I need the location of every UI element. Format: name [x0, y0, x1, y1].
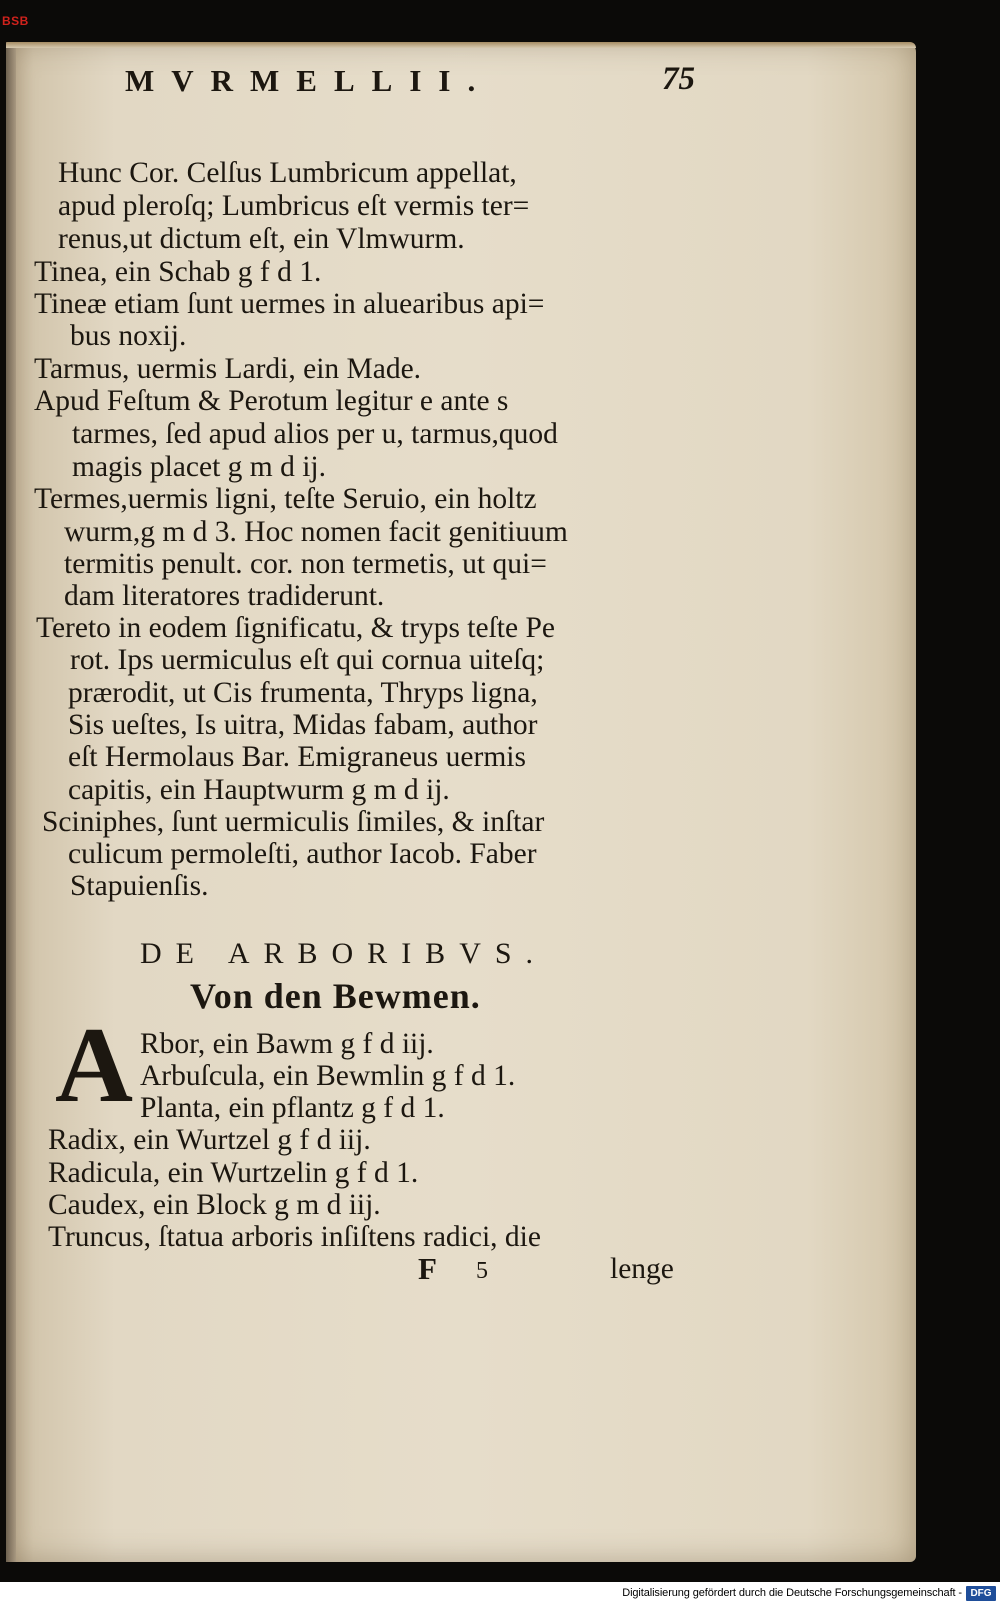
entry-line: Rbor, ein Bawm g f d iij.: [140, 1028, 434, 1060]
text-line: culicum permoleſti, author Iacob. Faber: [68, 838, 537, 870]
text-line: wurm,g m d 3. Hoc nomen facit genitiuum: [64, 516, 568, 548]
running-title: MVRMELLII.: [125, 63, 493, 98]
entry-line: Caudex, ein Block g m d iij.: [48, 1189, 381, 1221]
entry-line: Truncus, ſtatua arboris inſiſtens radici, die: [48, 1221, 541, 1253]
footer-bar: [0, 1582, 1000, 1606]
text-line: magis placet g m d ij.: [72, 451, 326, 483]
page-top-edge: [6, 42, 916, 48]
catchword: lenge: [610, 1253, 674, 1285]
entry-line: Radix, ein Wurtzel g f d iij.: [48, 1124, 371, 1156]
text-line: Apud Feſtum & Perotum legitur e ante s: [34, 385, 509, 417]
text-line: Tinea, ein Schab g f d 1.: [34, 256, 322, 288]
text-line: Sis ueſtes, Is uitra, Midas fabam, author: [68, 709, 538, 741]
page-number: 75: [662, 61, 695, 97]
text-line: Tarmus, uermis Lardi, ein Made.: [34, 353, 422, 385]
text-line: Tereto in eodem ſignificatu, & tryps teſte Pe: [36, 612, 555, 644]
text-line: Termes,uermis ligni, teſte Seruio, ein holtz: [34, 483, 537, 515]
dfg-logo[interactable]: DFG: [966, 1586, 996, 1601]
text-line: eſt Hermolaus Bar. Emigraneus uermis: [68, 741, 526, 773]
text-line: apud pleroſq; Lumbricus eſt vermis ter=: [58, 190, 530, 222]
text-line: renus,ut dictum eſt, ein Vlmwurm.: [58, 223, 465, 255]
running-head: [125, 63, 695, 103]
section-title: DE ARBORIBVS.: [140, 937, 548, 970]
entry-line: Radicula, ein Wurtzelin g f d 1.: [48, 1157, 419, 1189]
text-line: rot. Ips uermiculus eſt qui cornua uiteſq;: [70, 644, 545, 676]
text-line: Tineæ etiam ſunt uermes in aluearibus api=: [34, 288, 545, 320]
text-line: termitis penult. cor. non termetis, ut qui=: [64, 548, 547, 580]
signature-number: 5: [476, 1258, 488, 1284]
text-line: Stapuienſis.: [70, 870, 209, 902]
entry-line: Arbuſcula, ein Bewmlin g f d 1.: [140, 1060, 516, 1092]
section-subtitle: Von den Bewmen.: [190, 976, 481, 1016]
text-line: prærodit, ut Cis frumenta, Thryps ligna,: [68, 677, 538, 709]
text-line: Hunc Cor. Celſus Lumbricum appellat,: [58, 157, 517, 189]
text-line: bus noxij.: [70, 320, 187, 352]
text-line: tarmes, ſed apud alios per u, tarmus,quod: [72, 418, 558, 450]
funding-credit: Digitalisierung gefördert durch die Deutsche Forschungsgemeinschaft -: [622, 1587, 962, 1599]
library-mark: BSB: [2, 14, 29, 28]
text-line: capitis, ein Hauptwurm g m d ij.: [68, 774, 450, 806]
text-line: dam literatores tradiderunt.: [64, 580, 385, 612]
entry-line: Planta, ein pflantz g f d 1.: [140, 1092, 445, 1124]
text-line: Sciniphes, ſunt uermiculis ſimiles, & inſtar: [42, 806, 545, 838]
signature-mark: F: [418, 1251, 437, 1286]
drop-cap-initial: A: [55, 1006, 133, 1125]
